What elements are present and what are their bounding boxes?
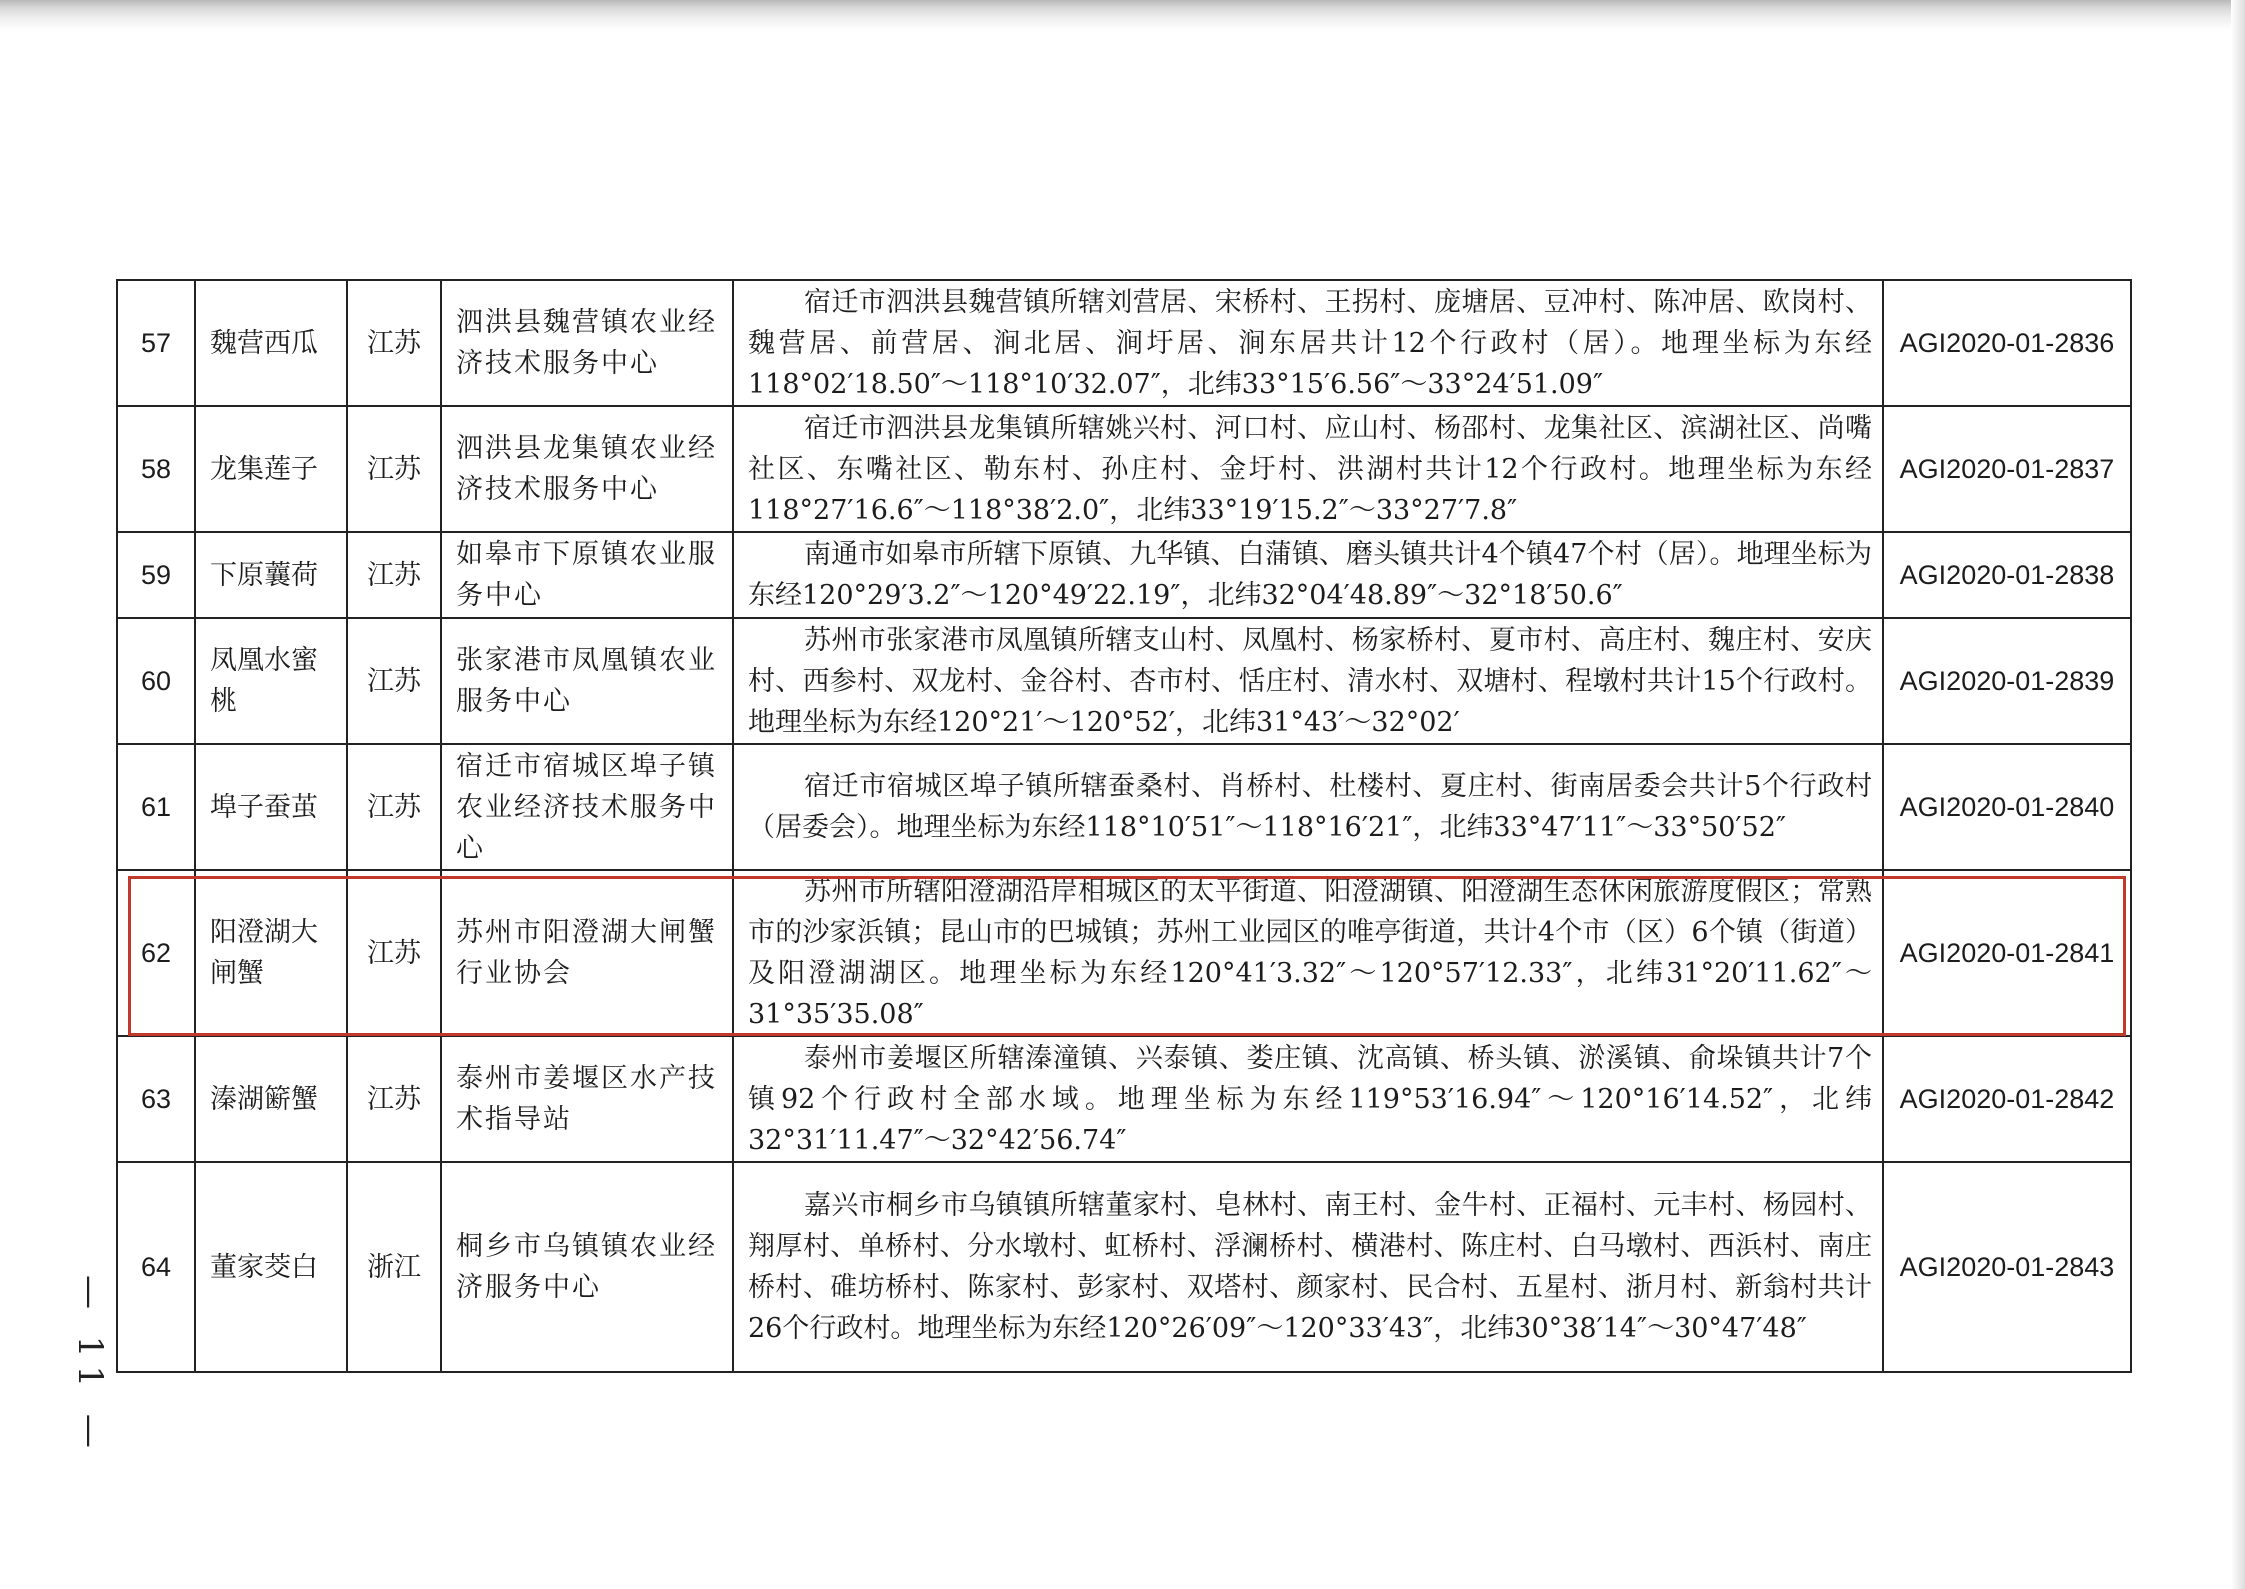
row-number: 57 <box>117 280 195 406</box>
province: 江苏 <box>347 532 441 618</box>
product-name: 魏营西瓜 <box>195 280 347 406</box>
scan-shadow-top <box>0 0 2245 30</box>
province: 江苏 <box>347 870 441 1036</box>
applicant-org: 泰州市姜堰区水产技术指导站 <box>441 1036 733 1162</box>
area-text: 宿迁市泗洪县龙集镇所辖姚兴村、河口村、应山村、杨邵村、龙集社区、滨湖社区、尚嘴社区、东嘴社区、勒东村、孙庄村、金圩村、洪湖村共计12个行政村。地理坐标为东经118°27′16.6″～118°38′2.0″，北纬33°19′15.2″～33°27′7.8″ <box>748 412 1872 526</box>
row-number: 61 <box>117 744 195 870</box>
applicant-org: 泗洪县魏营镇农业经济技术服务中心 <box>441 280 733 406</box>
province: 江苏 <box>347 406 441 532</box>
registration-code: AGI2020-01-2841 <box>1883 870 2131 1036</box>
table-row <box>117 618 2131 744</box>
protected-area <box>733 618 1883 744</box>
row-number: 62 <box>117 870 195 1036</box>
table-row <box>117 532 2131 618</box>
registration-code: AGI2020-01-2839 <box>1883 618 2131 744</box>
product-table <box>116 279 2132 1373</box>
province: 江苏 <box>347 618 441 744</box>
area-text: 宿迁市泗洪县魏营镇所辖刘营居、宋桥村、王拐村、庞塘居、豆冲村、陈冲居、欧岗村、魏营居、前营居、涧北居、涧圩居、涧东居共计12个行政村（居）。地理坐标为东经118°02′18.50″～118°10′32.07″，北纬33°15′6.56″～33°24′51.09″ <box>748 286 1872 400</box>
applicant-org: 张家港市凤凰镇农业服务中心 <box>441 618 733 744</box>
table-row <box>117 1036 2131 1162</box>
area-text: 南通市如皋市所辖下原镇、九华镇、白蒲镇、磨头镇共计4个镇47个村（居）。地理坐标为东经120°29′3.2″～120°49′22.19″，北纬32°04′48.89″～32°18′50.6″ <box>748 539 1872 611</box>
applicant-org: 桐乡市乌镇镇农业经济服务中心 <box>441 1162 733 1372</box>
scan-shadow-right <box>2231 0 2245 1589</box>
table-row <box>117 280 2131 406</box>
registration-code: AGI2020-01-2843 <box>1883 1162 2131 1372</box>
applicant-org: 泗洪县龙集镇农业经济技术服务中心 <box>441 406 733 532</box>
province: 江苏 <box>347 1036 441 1162</box>
product-name: 董家茭白 <box>195 1162 347 1372</box>
row-number: 64 <box>117 1162 195 1372</box>
product-name: 龙集莲子 <box>195 406 347 532</box>
registration-code: AGI2020-01-2842 <box>1883 1036 2131 1162</box>
province: 浙江 <box>347 1162 441 1372</box>
registration-code: AGI2020-01-2836 <box>1883 280 2131 406</box>
area-text: 苏州市张家港市凤凰镇所辖支山村、凤凰村、杨家桥村、夏市村、高庄村、魏庄村、安庆村、西参村、双龙村、金谷村、杏市村、恬庄村、清水村、双塘村、程墩村共计15个行政村。地理坐标为东经120°21′～120°52′，北纬31°43′～32°02′ <box>748 624 1872 738</box>
protected-area <box>733 280 1883 406</box>
product-name: 溱湖簖蟹 <box>195 1036 347 1162</box>
area-text: 嘉兴市桐乡市乌镇镇所辖董家村、皂林村、南王村、金牛村、正福村、元丰村、杨园村、翔厚村、单桥村、分水墩村、虹桥村、浮澜桥村、横港村、陈庄村、白马墩村、西浜村、南庄桥村、碓坊桥村、陈家村、彭家村、双塔村、颜家村、民合村、五星村、浙月村、新翁村共计26个行政村。地理坐标为东经120°26′09″～120°33′43″，北纬30°38′14″～30°47′48″ <box>748 1190 1872 1344</box>
table-row <box>117 1162 2131 1372</box>
area-text: 泰州市姜堰区所辖溱潼镇、兴泰镇、娄庄镇、沈高镇、桥头镇、淤溪镇、俞垛镇共计7个镇92个行政村全部水域。地理坐标为东经119°53′16.94″～120°16′14.52″，北纬32°31′11.47″～32°42′56.74″ <box>748 1042 1872 1156</box>
applicant-org: 苏州市阳澄湖大闸蟹行业协会 <box>441 870 733 1036</box>
province: 江苏 <box>347 280 441 406</box>
registration-code: AGI2020-01-2838 <box>1883 532 2131 618</box>
product-name: 阳澄湖大闸蟹 <box>195 870 347 1036</box>
area-text: 宿迁市宿城区埠子镇所辖蚕桑村、肖桥村、杜楼村、夏庄村、街南居委会共计5个行政村（居委会）。地理坐标为东经118°10′51″～118°16′21″，北纬33°47′11″～33°50′52″ <box>748 771 1872 843</box>
protected-area <box>733 744 1883 870</box>
table-row <box>117 406 2131 532</box>
protected-area <box>733 1162 1883 1372</box>
row-number: 63 <box>117 1036 195 1162</box>
row-number: 59 <box>117 532 195 618</box>
protected-area <box>733 870 1883 1036</box>
registration-code: AGI2020-01-2840 <box>1883 744 2131 870</box>
row-number: 58 <box>117 406 195 532</box>
product-name: 埠子蚕茧 <box>195 744 347 870</box>
page-number: — 11 — <box>70 1275 110 1456</box>
protected-area <box>733 406 1883 532</box>
table-row <box>117 870 2131 1036</box>
row-number: 60 <box>117 618 195 744</box>
applicant-org: 宿迁市宿城区埠子镇农业经济技术服务中心 <box>441 744 733 870</box>
product-name: 下原蘘荷 <box>195 532 347 618</box>
registration-code: AGI2020-01-2837 <box>1883 406 2131 532</box>
area-text: 苏州市所辖阳澄湖沿岸相城区的太平街道、阳澄湖镇、阳澄湖生态休闲旅游度假区；常熟市的沙家浜镇；昆山市的巴城镇；苏州工业园区的唯亭街道，共计4个市（区）6个镇（街道）及阳澄湖湖区。地理坐标为东经120°41′3.32″～120°57′12.33″，北纬31°20′11.62″～31°35′35.08″ <box>748 876 1872 1030</box>
product-name: 凤凰水蜜桃 <box>195 618 347 744</box>
protected-area <box>733 1036 1883 1162</box>
applicant-org: 如皋市下原镇农业服务中心 <box>441 532 733 618</box>
table-row <box>117 744 2131 870</box>
protected-area <box>733 532 1883 618</box>
province: 江苏 <box>347 744 441 870</box>
